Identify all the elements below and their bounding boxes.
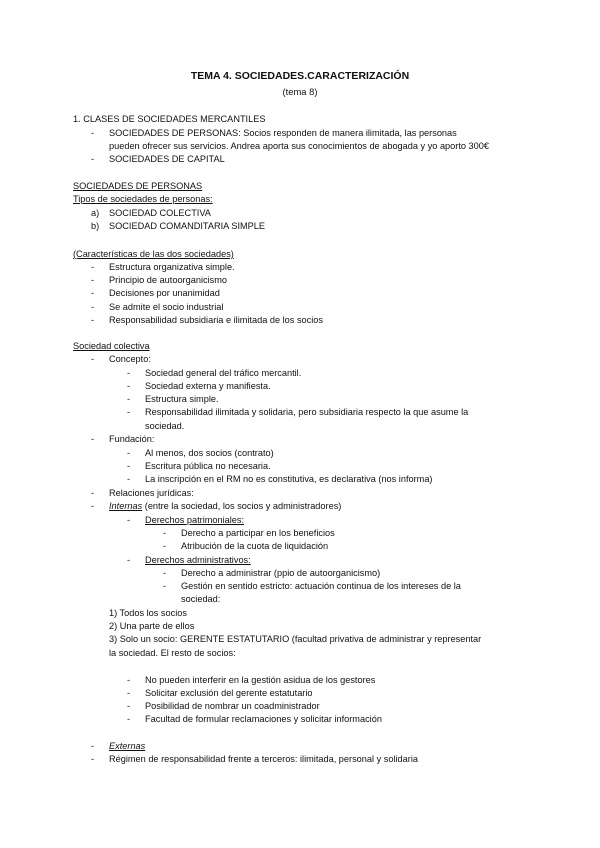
bullet-dash: - bbox=[163, 568, 167, 578]
list-item: Se admite el socio industrial bbox=[109, 302, 224, 312]
bullet-dash: - bbox=[91, 741, 95, 751]
list-item: Concepto: bbox=[109, 354, 151, 364]
bullet-dash: - bbox=[163, 528, 167, 538]
list-item: Decisiones por unanimidad bbox=[109, 288, 220, 298]
list-item: Estructura organizativa simple. bbox=[109, 262, 235, 272]
section-heading: Sociedad colectiva bbox=[73, 341, 150, 351]
bullet-dash: - bbox=[91, 488, 95, 498]
list-item bbox=[109, 500, 341, 512]
list-item: Gestión en sentido estricto: actuación continua de los intereses de la bbox=[181, 581, 461, 591]
bullet-dash: - bbox=[127, 407, 131, 417]
bullet-dash: - bbox=[127, 448, 131, 458]
subheading: Tipos de sociedades de personas: bbox=[73, 194, 213, 204]
bullet-dash: - bbox=[91, 262, 95, 272]
bullet-dash: - bbox=[91, 302, 95, 312]
bullet-dash: - bbox=[127, 474, 131, 484]
page-subtitle: (tema 8) bbox=[282, 86, 318, 97]
list-item: SOCIEDADES DE CAPITAL bbox=[109, 154, 225, 164]
list-item: 3) Solo un socio: GERENTE ESTATUTARIO (facultad privativa de administrar y representar bbox=[109, 634, 482, 644]
bullet-dash: - bbox=[91, 754, 95, 764]
list-item: pueden ofrecer sus servicios. Andrea aporta sus conocimientos de abogada y yo aporto 300€ bbox=[109, 141, 489, 151]
externas-label: Externas bbox=[109, 741, 146, 751]
list-item: Sociedad general del tráfico mercantil. bbox=[145, 368, 302, 378]
list-item: Responsabilidad subsidiaria e ilimitada de los socios bbox=[109, 315, 323, 325]
list-item: SOCIEDAD COMANDITARIA SIMPLE bbox=[109, 221, 266, 231]
list-item: Solicitar exclusión del gerente estatutario bbox=[145, 688, 313, 698]
list-item: SOCIEDADES DE PERSONAS: Socios responden de manera ilimitada, las personas bbox=[109, 128, 457, 138]
list-item: Sociedad externa y manifiesta. bbox=[145, 381, 271, 391]
list-item: Posibilidad de nombrar un coadministrador bbox=[145, 701, 320, 711]
internas-desc: (entre la sociedad, los socios y administradores) bbox=[142, 501, 342, 511]
bullet-dash: - bbox=[91, 128, 95, 138]
list-item: SOCIEDAD COLECTIVA bbox=[109, 208, 211, 218]
list-item: 1) Todos los socios bbox=[109, 608, 187, 618]
bullet-dash: - bbox=[127, 515, 131, 525]
subheading: Derechos administrativos: bbox=[145, 555, 251, 565]
list-item: La inscripción en el RM no es constitutiva, es declarativa (nos informa) bbox=[145, 474, 433, 484]
list-item: Al menos, dos socios (contrato) bbox=[145, 448, 274, 458]
list-item: Estructura simple. bbox=[145, 394, 219, 404]
bullet-dash: - bbox=[127, 394, 131, 404]
bullet-dash: - bbox=[91, 154, 95, 164]
list-item: Atribución de la cuota de liquidación bbox=[181, 541, 329, 551]
list-item: Escritura pública no necesaria. bbox=[145, 461, 271, 471]
list-item: Derecho a participar en los beneficios bbox=[181, 528, 335, 538]
bullet-dash: - bbox=[91, 275, 95, 285]
bullet-dash: - bbox=[127, 381, 131, 391]
bullet-dash: - bbox=[127, 688, 131, 698]
list-marker: a) bbox=[91, 208, 100, 218]
bullet-dash: - bbox=[127, 675, 131, 685]
bullet-dash: - bbox=[127, 701, 131, 711]
list-item: Responsabilidad ilimitada y solidaria, pero subsidiaria respecto la que asume la bbox=[145, 407, 469, 417]
list-item: No pueden interferir en la gestión asidua de los gestores bbox=[145, 675, 376, 685]
bullet-dash: - bbox=[91, 288, 95, 298]
list-item: la sociedad. El resto de socios: bbox=[109, 648, 236, 658]
list-item: Relaciones jurídicas: bbox=[109, 488, 194, 498]
page-title: TEMA 4. SOCIEDADES.CARACTERIZACIÓN bbox=[190, 70, 410, 82]
subheading: (Características de las dos sociedades) bbox=[73, 249, 234, 259]
subheading: Derechos patrimoniales: bbox=[145, 515, 245, 525]
internas-label: Internas bbox=[109, 501, 143, 511]
bullet-dash: - bbox=[127, 368, 131, 378]
bullet-dash: - bbox=[127, 461, 131, 471]
list-item: sociedad: bbox=[181, 594, 221, 604]
bullet-dash: - bbox=[163, 541, 167, 551]
bullet-dash: - bbox=[91, 315, 95, 325]
list-item: Régimen de responsabilidad frente a terceros: ilimitada, personal y solidaria bbox=[109, 754, 418, 764]
bullet-dash: - bbox=[127, 714, 131, 724]
list-marker: b) bbox=[91, 221, 100, 231]
list-item: Facultad de formular reclamaciones y solicitar información bbox=[145, 714, 382, 724]
list-item: Principio de autoorganicismo bbox=[109, 275, 227, 285]
section-heading: SOCIEDADES DE PERSONAS bbox=[73, 181, 203, 191]
list-item: Fundación: bbox=[109, 434, 155, 444]
bullet-dash: - bbox=[91, 354, 95, 364]
bullet-dash: - bbox=[91, 501, 95, 511]
list-item: Derecho a administrar (ppio de autoorganicismo) bbox=[181, 568, 381, 578]
section-heading: 1. CLASES DE SOCIEDADES MERCANTILES bbox=[73, 114, 266, 124]
bullet-dash: - bbox=[163, 581, 167, 591]
list-item: 2) Una parte de ellos bbox=[109, 621, 195, 631]
bullet-dash: - bbox=[91, 434, 95, 444]
list-item: sociedad. bbox=[145, 421, 185, 431]
bullet-dash: - bbox=[127, 555, 131, 565]
